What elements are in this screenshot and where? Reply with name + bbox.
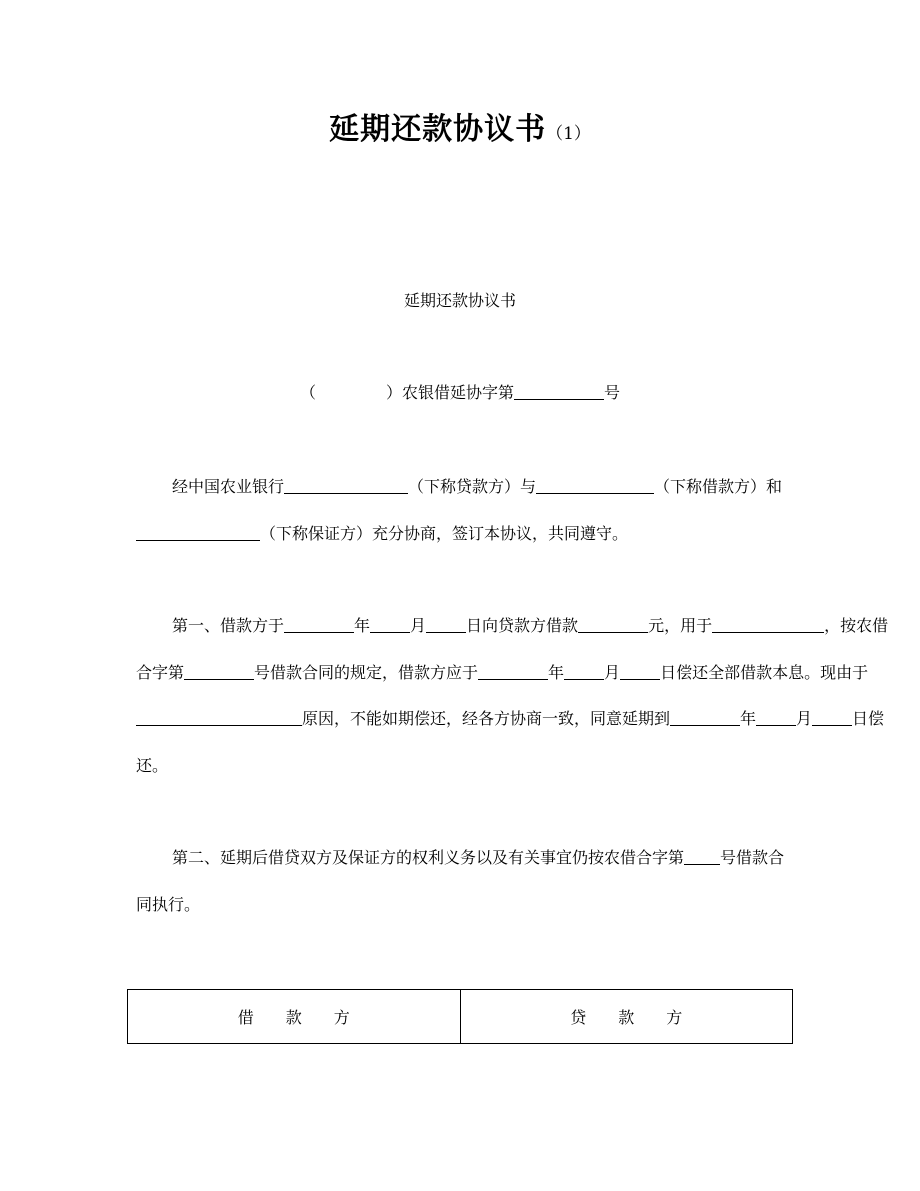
ref-number-blank[interactable] xyxy=(514,382,604,400)
para1-text-3: （下称借款方）和 xyxy=(654,477,783,496)
para2-text-14: 日偿还。 xyxy=(136,709,885,775)
para1-text-4: （下称保证方）充分协商，签订本协议，共同遵守。 xyxy=(260,523,629,543)
reason-blank[interactable] xyxy=(136,708,302,726)
para3-text-2: 号借款合同执行。 xyxy=(136,848,785,914)
para2-text-6: ，按农借合字第 xyxy=(136,616,889,682)
para2-text-2: 年 xyxy=(354,616,371,635)
paragraph-article-2 xyxy=(136,835,796,928)
para1-text-1: 经中国农业银行 xyxy=(172,477,285,496)
loan-month-blank[interactable] xyxy=(370,615,410,633)
para2-text-10: 日偿还全部借款本息。现由于 xyxy=(660,662,869,682)
loan-purpose-blank[interactable] xyxy=(712,615,824,633)
para2-text-8: 年 xyxy=(548,662,565,682)
reference-number-line xyxy=(0,380,920,406)
title-suffix: （1） xyxy=(546,124,591,144)
para2-text-13: 月 xyxy=(796,709,813,728)
para2-text-4: 日向贷款方借款 xyxy=(466,616,579,635)
title-text: 延期还款协议书 xyxy=(329,112,547,147)
due-year-blank[interactable] xyxy=(478,662,548,680)
ref-text: ）农银借延协字第 xyxy=(385,383,514,402)
paragraph-parties xyxy=(136,464,796,557)
para2-text-1: 第一、借款方于 xyxy=(172,616,285,635)
borrower-blank[interactable] xyxy=(536,476,654,494)
para1-text-2: （下称贷款方）与 xyxy=(408,477,537,496)
para2-text-11: 原因，不能如期偿还，经各方协商一致，同意延期到 xyxy=(302,709,671,728)
para2-text-5: 元，用于 xyxy=(648,616,713,635)
guarantor-blank[interactable] xyxy=(136,523,260,541)
document-title xyxy=(0,108,920,156)
due-month-blank[interactable] xyxy=(564,662,604,680)
lender-bank-blank[interactable] xyxy=(284,476,408,494)
para3-text-1: 第二、延期后借贷双方及保证方的权利义务以及有关事宜仍按农借合字第 xyxy=(172,848,685,867)
signature-table xyxy=(127,989,793,1044)
para2-text-3: 月 xyxy=(410,616,427,635)
para2-text-12: 年 xyxy=(740,709,757,728)
due-day-blank[interactable] xyxy=(620,662,660,680)
extended-day-blank[interactable] xyxy=(812,708,852,726)
loan-year-blank[interactable] xyxy=(284,615,354,633)
contract-ref-blank[interactable] xyxy=(684,847,720,865)
document-subtitle: 延期还款协议书 xyxy=(403,291,516,310)
ref-open-paren: （ xyxy=(299,383,316,402)
paragraph-article-1 xyxy=(136,603,896,789)
para2-text-9: 月 xyxy=(604,662,621,682)
borrower-cell: 借 款 方 xyxy=(237,1008,350,1027)
loan-amount-blank[interactable] xyxy=(578,615,648,633)
extended-month-blank[interactable] xyxy=(756,708,796,726)
ref-end: 号 xyxy=(604,383,621,402)
lender-cell: 贷 款 方 xyxy=(460,990,793,1043)
loan-day-blank[interactable] xyxy=(426,615,466,633)
extended-year-blank[interactable] xyxy=(670,708,740,726)
contract-number-blank[interactable] xyxy=(184,662,254,680)
para2-text-7: 号借款合同的规定，借款方应于 xyxy=(254,662,479,682)
